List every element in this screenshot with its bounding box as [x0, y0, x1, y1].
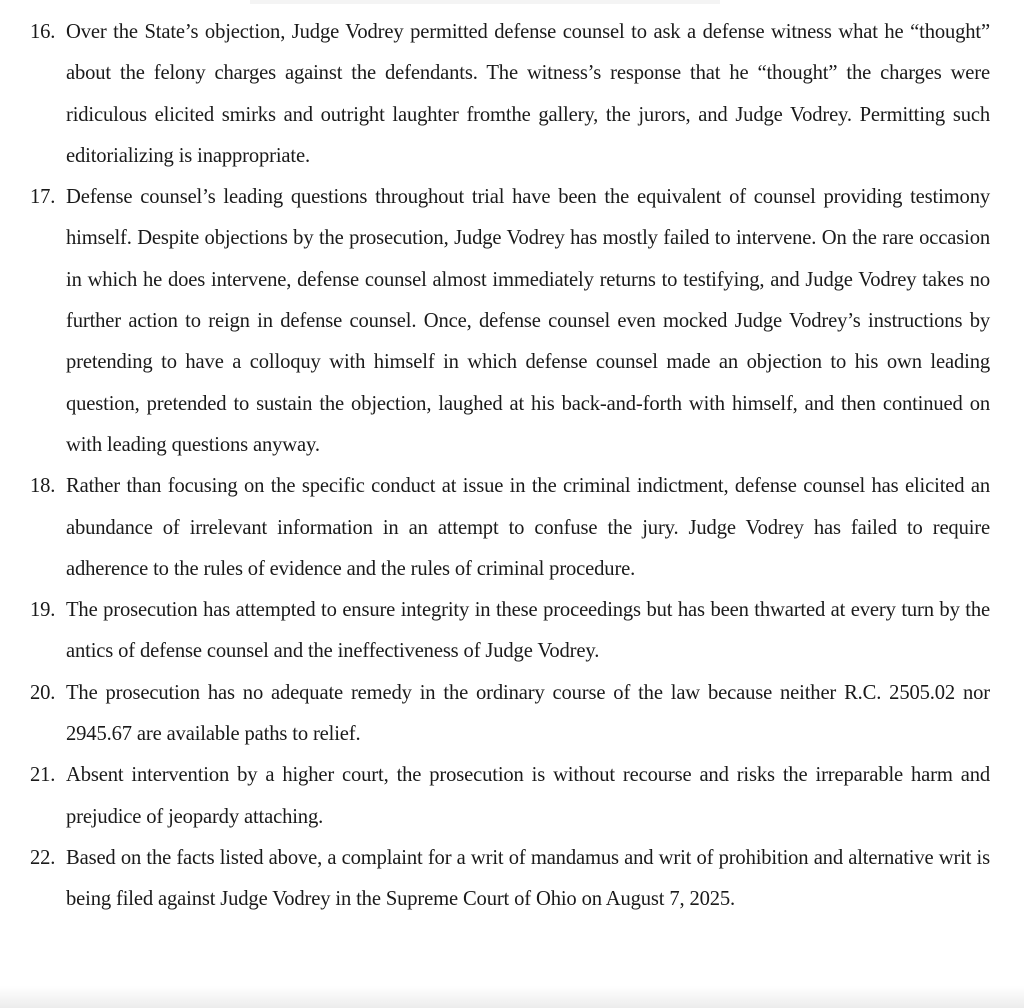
paragraph-20	[30, 673, 990, 756]
scan-bottom-shade	[0, 986, 1024, 1008]
paragraph-number: 19.	[30, 599, 56, 622]
paragraph-number: 21.	[30, 764, 56, 787]
paragraph-number: 20.	[30, 681, 56, 704]
paragraph-text: Over the State’s objection, Judge Vodrey permitted defense counsel to ask a defense witness what he “thought” about the felony charges against the defendants. The witness’s response that he “thought” the charges were ridiculous elicited smirks and outright laughter fromthe gallery, the jurors, and Judge Vodrey. Permitting such editorializing is inappropriate.	[66, 21, 990, 167]
paragraph-text: Rather than focusing on the specific conduct at issue in the criminal indictment, defense counsel has elicited an abundance of irrelevant information in an attempt to confuse the jury. Judge Vodrey has failed to require adherence to the rules of evidence and the rules of criminal procedure.	[66, 475, 990, 580]
paragraph-19	[30, 590, 990, 673]
paragraph-17	[30, 177, 990, 466]
paragraph-text: The prosecution has attempted to ensure integrity in these proceedings but has been thwarted at every turn by the antics of defense counsel and the ineffectiveness of Judge Vodrey.	[66, 599, 990, 663]
scan-edge-shade	[250, 0, 720, 4]
document-page	[30, 12, 990, 921]
paragraph-text: Defense counsel’s leading questions throughout trial have been the equivalent of counsel providing testimony himself. Despite objections by the prosecution, Judge Vodrey has mostly failed to intervene. On the rare occasion in which he does intervene, defense counsel almost immediately returns to testifying, and Judge Vodrey takes no further action to reign in defense counsel. Once, defense counsel even mocked Judge Vodrey’s instructions by pretending to have a colloquy with himself in which defense counsel made an objection to his own leading question, pretended to sustain the objection, laughed at his back-and-forth with himself, and then continued on with leading questions anyway.	[66, 186, 990, 456]
paragraph-number: 16.	[30, 21, 56, 43]
paragraph-text: The prosecution has no adequate remedy in the ordinary course of the law because neither R.C. 2505.02 nor 2945.67 are available paths to relief.	[66, 681, 990, 746]
paragraph-text: Based on the facts listed above, a complaint for a writ of mandamus and writ of prohibition and alternative writ is being filed against Judge Vodrey in the Supreme Court of Ohio on August 7, 2025.	[66, 846, 990, 911]
paragraph-18	[30, 466, 990, 590]
paragraph-22	[30, 838, 990, 921]
paragraph-21	[30, 755, 990, 838]
paragraph-number: 18.	[30, 475, 56, 498]
paragraph-number: 22.	[30, 846, 56, 869]
paragraph-number: 17.	[30, 186, 56, 209]
paragraph-16	[30, 12, 990, 177]
paragraph-text: Absent intervention by a higher court, the prosecution is without recourse and risks the irreparable harm and prejudice of jeopardy attaching.	[66, 764, 990, 828]
